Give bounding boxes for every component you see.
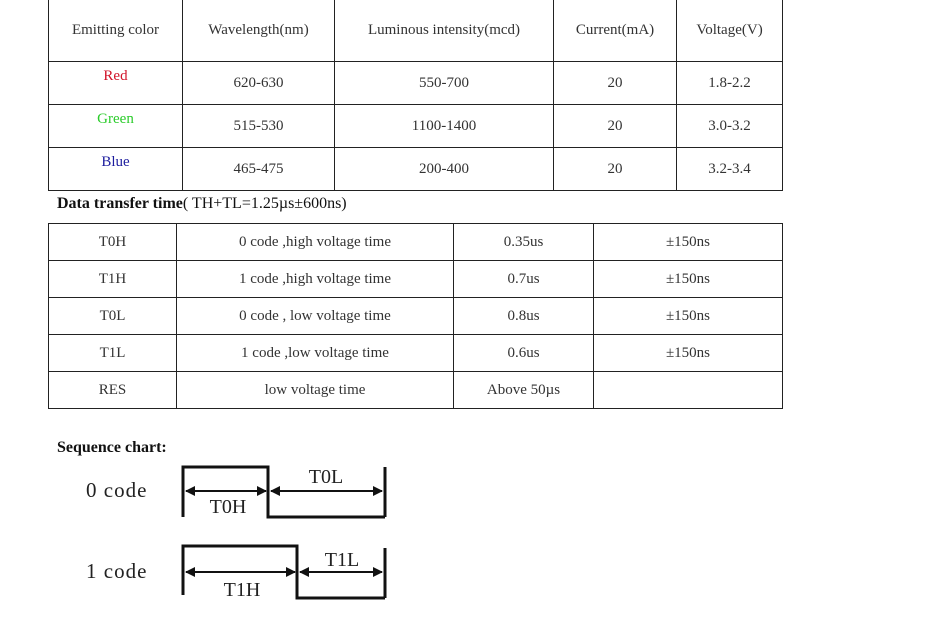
current-cell: 20 [554,105,677,148]
timing-heading-bold: Data transfer time [57,195,183,212]
timing-name-cell: T1H [49,261,177,298]
code1-low-arrow-left [299,567,309,577]
color-cell: Red [49,62,183,105]
led-row-red [49,62,783,105]
timing-desc-cell: 1 code ,low voltage time [177,335,454,372]
timing-value-cell: 0.35us [454,224,594,261]
wavelength-cell: 515-530 [183,105,335,148]
timing-desc-cell: low voltage time [177,372,454,409]
current-cell: 20 [554,62,677,105]
sequence-chart-heading: Sequence chart: [57,439,167,456]
led-header-row [49,0,783,62]
voltage-cell: 1.8-2.2 [677,62,783,105]
timing-heading [57,195,347,213]
timing-row-t0h [49,224,783,261]
timing-value-cell: 0.8us [454,298,594,335]
color-cell: Blue [49,148,183,191]
code0-low-arrow-right [373,486,383,496]
intensity-cell: 550-700 [335,62,554,105]
code1-high-arrow-right [286,567,296,577]
header-luminous-intensity: Luminous intensity(mcd) [335,0,554,62]
timing-row-t1l [49,335,783,372]
code0-low-arrow-left [270,486,280,496]
timing-row-t0l [49,298,783,335]
t0l-label: T0L [308,466,344,488]
code0-high-arrow-left [185,486,195,496]
led-row-blue [49,148,783,191]
intensity-cell: 200-400 [335,148,554,191]
t1h-label: T1H [223,579,261,601]
timing-value-cell: 0.7us [454,261,594,298]
timing-name-cell: T1L [49,335,177,372]
timing-tolerance-cell: ±150ns [594,261,783,298]
code1-label: 1 code [86,559,148,583]
color-cell: Green [49,105,183,148]
t1l-label: T1L [324,549,360,571]
code1-waveform [170,540,400,605]
code0-high-arrow-right [257,486,267,496]
led-row-green [49,105,783,148]
timing-table [48,223,783,409]
timing-desc-cell: 0 code , low voltage time [177,298,454,335]
timing-tolerance-cell: ±150ns [594,224,783,261]
voltage-cell: 3.2-3.4 [677,148,783,191]
timing-heading-formula: ( TH+TL=1.25µs±600ns) [182,195,347,212]
timing-row-res [49,372,783,409]
timing-desc-cell: 0 code ,high voltage time [177,224,454,261]
timing-tolerance-cell: ±150ns [594,335,783,372]
header-wavelength: Wavelength(nm) [183,0,335,62]
header-current: Current(mA) [554,0,677,62]
voltage-cell: 3.0-3.2 [677,105,783,148]
wavelength-cell: 465-475 [183,148,335,191]
code1-high-arrow-left [185,567,195,577]
timing-value-cell: 0.6us [454,335,594,372]
header-voltage: Voltage(V) [677,0,783,62]
timing-name-cell: T0H [49,224,177,261]
timing-value-cell: Above 50µs [454,372,594,409]
header-emitting-color: Emitting color [49,0,183,62]
code1-low-arrow-right [373,567,383,577]
current-cell: 20 [554,148,677,191]
led-spec-table [48,0,783,191]
code0-label: 0 code [86,478,148,502]
timing-name-cell: T0L [49,298,177,335]
code0-waveform [170,455,400,525]
intensity-cell: 1100-1400 [335,105,554,148]
timing-tolerance-cell [594,372,783,409]
t0h-label: T0H [209,496,247,518]
timing-desc-cell: 1 code ,high voltage time [177,261,454,298]
timing-tolerance-cell: ±150ns [594,298,783,335]
timing-name-cell: RES [49,372,177,409]
wavelength-cell: 620-630 [183,62,335,105]
timing-row-t1h [49,261,783,298]
